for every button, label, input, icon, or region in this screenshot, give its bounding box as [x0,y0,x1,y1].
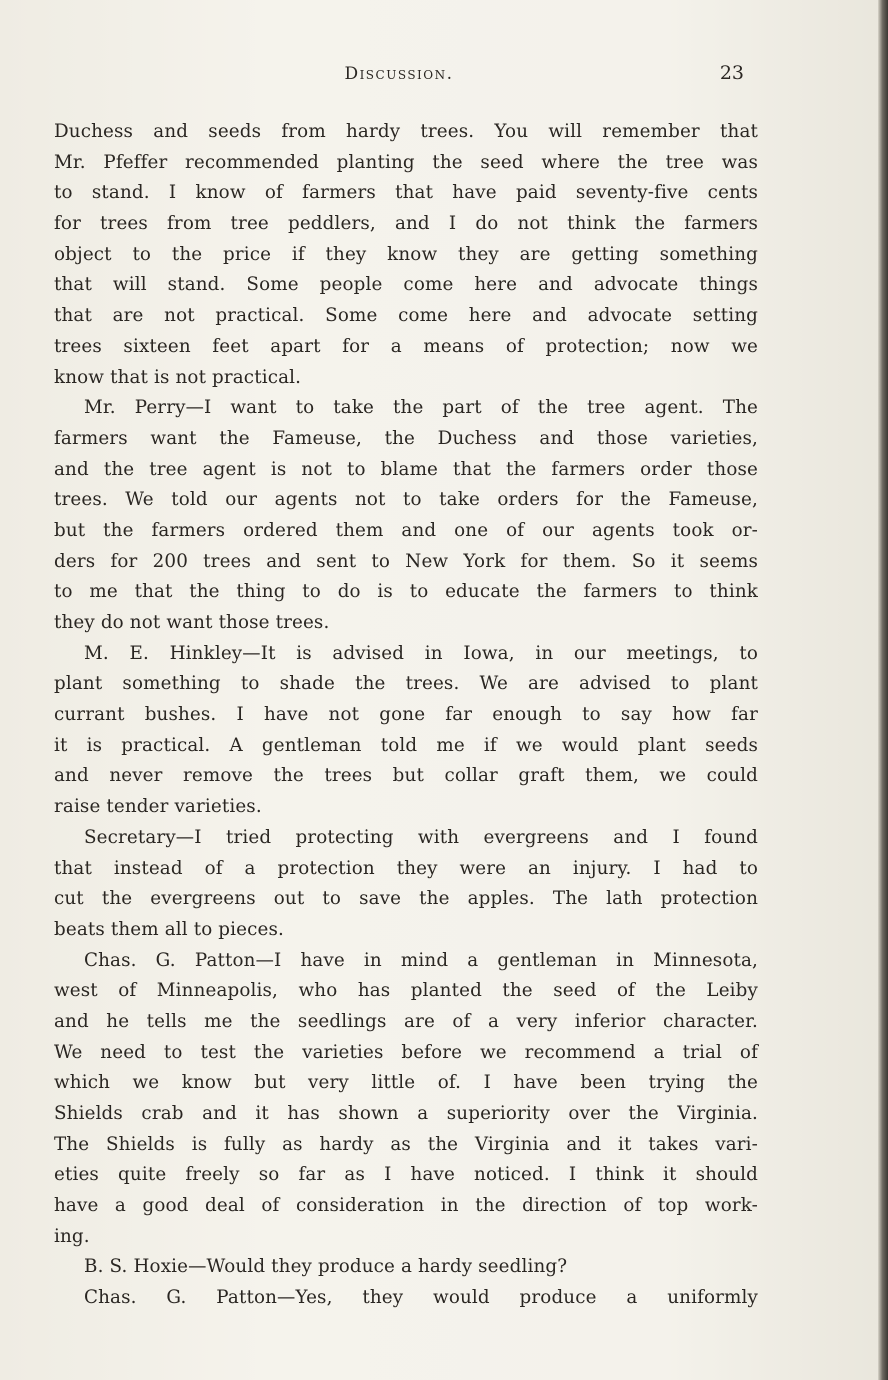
text-line: object to the price if they know they are getting something [54,243,758,265]
text-line: Duchess and seeds from hardy trees. You will remember that [54,121,758,142]
text-line: cut the evergreens out to save the apples. The lath protection [54,888,758,910]
text-line: beats them all to pieces. [54,918,284,940]
text-line: eties quite freely so far as I have noticed. I think it should [54,1164,758,1186]
paragraph-start-line: B. S. Hoxie—Would they produce a hardy seedling? [84,1256,568,1278]
text-line: and he tells me the seedlings are of a very inferior character. [54,1010,758,1032]
body-text [54,117,758,1314]
text-line: currant bushes. I have not gone far enough to say how far [54,704,758,726]
text-line: ders for 200 trees and sent to New York for them. So it seems [54,550,758,572]
text-line: Shields crab and it has shown a superiority over the Virginia. [54,1103,758,1124]
text-line: trees sixteen feet apart for a means of protection; now we [54,335,758,357]
paragraph-start-line: Chas. G. Patton—Yes, they would produce a uniformly [84,1287,758,1309]
text-line: that instead of a protection they were an injury. I had to [54,857,758,879]
text-line: that are not practical. Some come here and advocate setting [54,305,758,327]
paragraph-start-line: Secretary—I tried protecting with evergreens and I found [84,826,758,848]
text-line: farmers want the Fameuse, the Duchess and those varieties, [54,427,758,449]
text-line: plant something to shade the trees. We are advised to plant [54,673,758,695]
text-line: know that is not practical. [54,366,302,388]
text-line: raise tender varieties. [54,796,262,818]
paragraph-start-line: Mr. Perry—I want to take the part of the tree agent. The [84,397,758,419]
text-line: for trees from tree peddlers, and I do not think the farmers [54,213,758,235]
text-line: The Shields is fully as hardy as the Virginia and it takes vari- [54,1133,758,1155]
text-line: ing. [54,1225,90,1247]
paragraph-start-line: Chas. G. Patton—I have in mind a gentleman in Minnesota, [84,949,758,971]
text-line: trees. We told our agents not to take orders for the Fameuse, [54,489,758,511]
text-line: and never remove the trees but collar graft them, we could [54,765,758,787]
text-line: but the farmers ordered them and one of our agents took or- [54,519,758,541]
text-line: to stand. I know of farmers that have paid seventy-five cents [54,182,758,204]
text-line: west of Minneapolis, who has planted the seed of the Leiby [54,980,758,1002]
text-line: which we know but very little of. I have been trying the [54,1072,758,1094]
text-line: to me that the thing to do is to educate the farmers to think [54,581,758,603]
text-line: that will stand. Some people come here and advocate things [54,274,758,296]
text-line: We need to test the varieties before we recommend a trial of [54,1041,758,1063]
page-header [54,62,744,92]
text-line: have a good deal of consideration in the direction of top work- [54,1195,758,1217]
text-line: Mr. Pfeffer recommended planting the seed where the tree was [54,151,758,173]
paragraph-start-line: M. E. Hinkley—It is advised in Iowa, in our meetings, to [84,642,758,664]
page-number: 23 [719,62,744,84]
running-head: Discussion. [344,64,454,84]
text-line: it is practical. A gentleman told me if we would plant seeds [54,734,758,756]
text-line: they do not want those trees. [54,612,330,633]
page-edge-shadow [878,0,888,1380]
text-line: and the tree agent is not to blame that the farmers order those [54,458,758,480]
